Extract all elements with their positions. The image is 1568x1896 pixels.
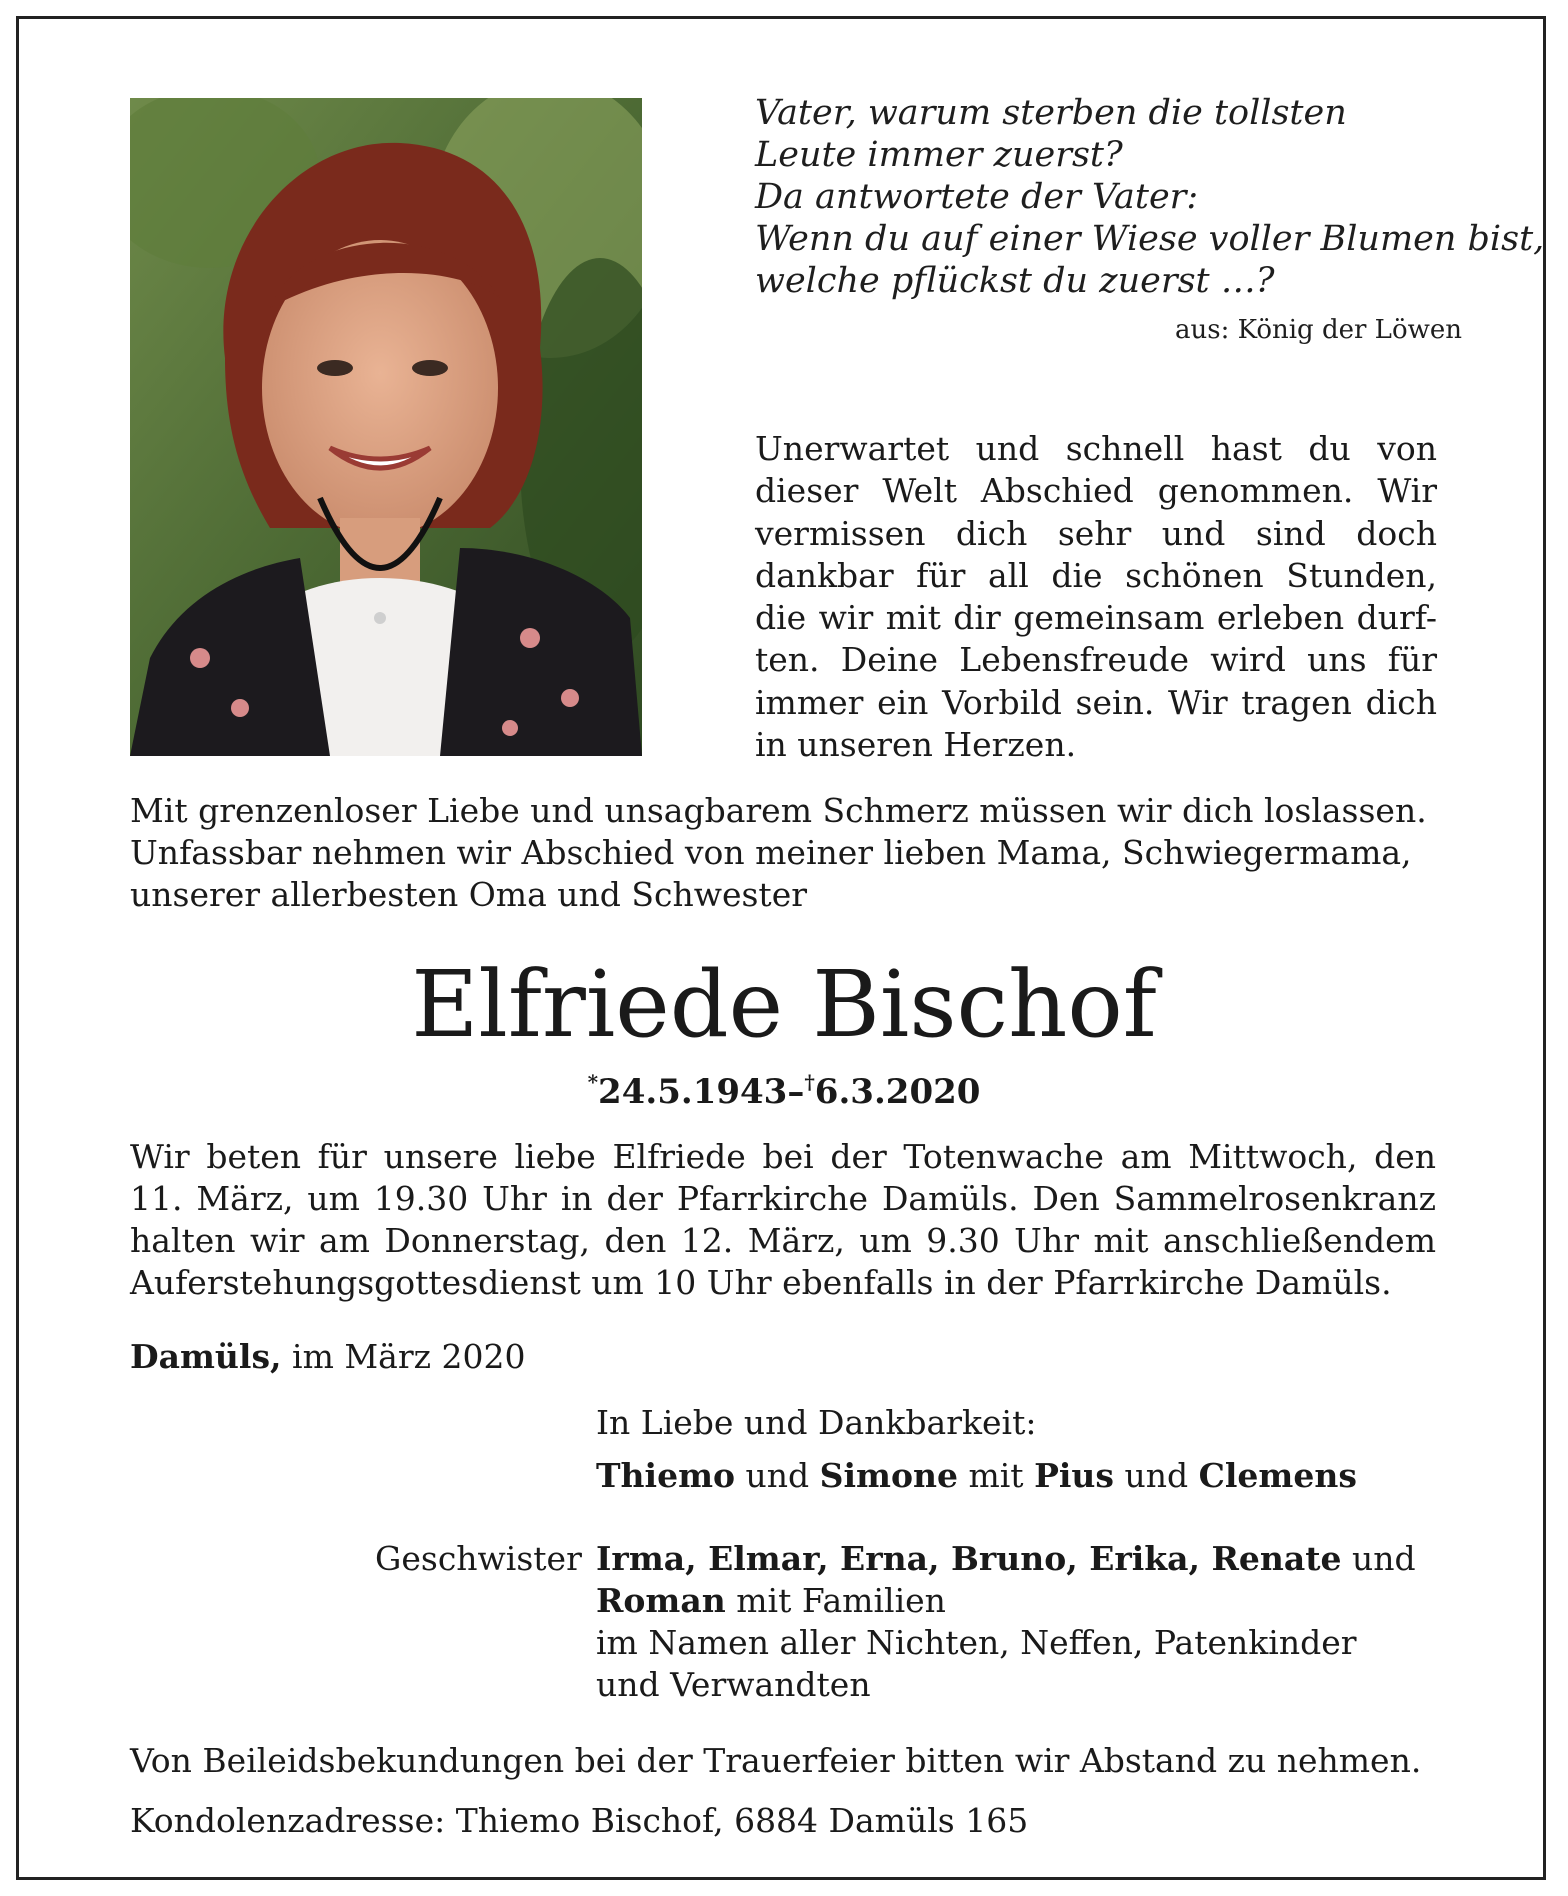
death-date: 6.3.2020 — [814, 1072, 981, 1112]
siblings-line: im Namen aller Nichten, Neffen, Patenkinder — [596, 1623, 1357, 1662]
announcement-text — [130, 790, 1436, 916]
family-conjunction: mit — [968, 1456, 1024, 1495]
siblings-list — [596, 1538, 1416, 1706]
condolence-note: Von Beileidsbekundungen bei der Trauerfeier bitten wir Abstand zu nehmen. — [130, 1741, 1422, 1780]
intro-line: vermissen dich sehr und sind doch — [755, 513, 1437, 553]
service-text — [130, 1136, 1436, 1304]
quote-line: Vater, warum sterben die tollsten — [755, 93, 1347, 133]
life-dates — [0, 1062, 1568, 1112]
siblings-label: Geschwister — [375, 1539, 582, 1578]
intro-line: immer ein Vorbild sein. Wir tragen dich — [755, 682, 1437, 722]
quote-line: welche pflückst du zuerst …? — [755, 261, 1275, 301]
birth-date: 24.5.1943 — [598, 1072, 788, 1112]
announcement-line: Unfassbar nehmen wir Abschied von meiner lieben Mama, Schwiegermama, — [130, 833, 1412, 872]
service-line: Auferstehungsgottesdienst um 10 Uhr ebenfalls in der Pfarrkirche Damüls. — [130, 1263, 1392, 1302]
intro-line: dankbar für all die schönen Stunden, — [755, 555, 1437, 595]
place-date — [130, 1336, 525, 1378]
date-dash: – — [787, 1072, 805, 1112]
siblings-names: Irma, Elmar, Erna, Bruno, Erika, Renate — [596, 1539, 1342, 1578]
intro-text — [755, 428, 1437, 766]
service-line: Wir beten für unsere liebe Elfriede bei der Totenwache am Mittwoch, den — [130, 1137, 1436, 1176]
service-line: 11. März, um 19.30 Uhr in der Pfarrkirche Damüls. Den Sammelrosenkranz — [130, 1179, 1436, 1218]
mourners-family — [596, 1455, 1357, 1497]
siblings-line: und Verwandten — [596, 1665, 871, 1704]
quote-line: Wenn du auf einer Wiese voller Blumen bist, — [755, 219, 1545, 259]
family-name: Thiemo — [596, 1456, 736, 1495]
family-conjunction: und — [745, 1456, 810, 1495]
siblings-families: mit Familien — [736, 1581, 946, 1620]
family-name: Clemens — [1198, 1456, 1357, 1495]
intro-line: ten. Deine Lebensfreude wird uns für — [755, 640, 1437, 680]
poem-quote — [755, 92, 1545, 302]
portrait-photo — [130, 98, 642, 756]
quote-source: aus: König der Löwen — [1175, 315, 1462, 345]
intro-line: Unerwartet und schnell hast du von — [755, 429, 1437, 468]
death-symbol: † — [804, 1070, 815, 1094]
birth-symbol: * — [587, 1070, 599, 1094]
quote-line: Leute immer zuerst? — [755, 135, 1123, 175]
announcement-line: Mit grenzenloser Liebe und unsagbarem Schmerz müssen wir dich loslassen. — [130, 791, 1427, 830]
family-name: Simone — [819, 1456, 958, 1495]
quote-line: Da antwortete der Vater: — [755, 177, 1199, 217]
family-conjunction: und — [1124, 1456, 1189, 1495]
deceased-name: Elfriede Bischof — [411, 951, 1157, 1058]
intro-line: in unseren Herzen. — [755, 725, 1077, 765]
family-name: Pius — [1034, 1456, 1114, 1495]
announcement-line: unserer allerbesten Oma und Schwester — [130, 875, 807, 914]
mourners-heading: In Liebe und Dankbarkeit: — [596, 1403, 1037, 1442]
place-month: im März 2020 — [292, 1337, 526, 1376]
service-line: halten wir am Donnerstag, den 12. März, um 9.30 Uhr mit anschließendem — [130, 1221, 1436, 1260]
siblings-last: Roman — [596, 1581, 726, 1620]
siblings-conjunction: und — [1352, 1539, 1416, 1578]
intro-line: dieser Welt Abschied genommen. Wir — [755, 471, 1437, 511]
condolence-address: Kondolenzadresse: Thiemo Bischof, 6884 Damüls 165 — [130, 1801, 1029, 1840]
intro-line: die wir mit dir gemeinsam erleben durf- — [755, 598, 1437, 638]
place-town: Damüls, — [130, 1337, 282, 1376]
